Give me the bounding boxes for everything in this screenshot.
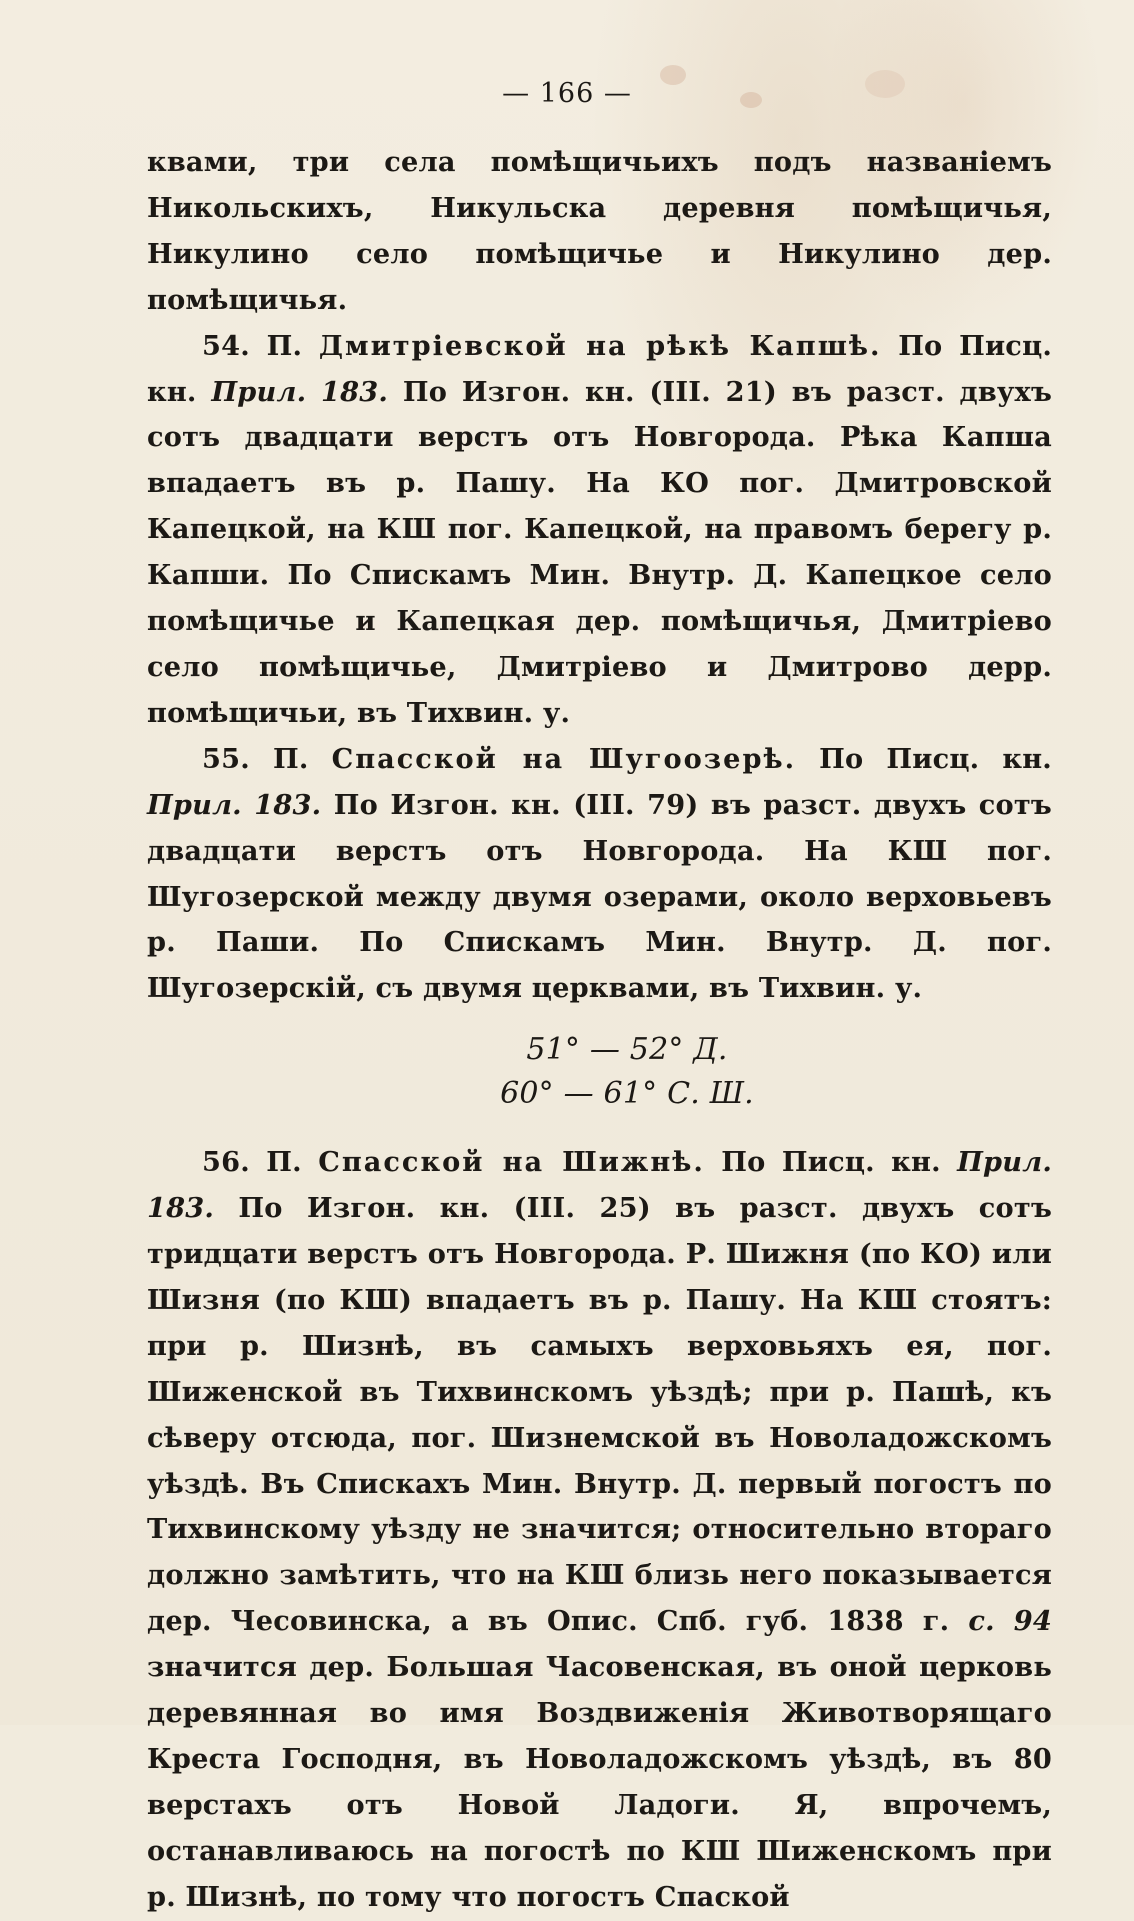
entry-56-ref-appendix: Прил. 183. (147, 1146, 1053, 1225)
entry-56 (147, 1140, 1052, 1920)
entry-55-ref: По Писц. кн. (819, 742, 1052, 775)
entry-55 (147, 737, 1052, 1012)
entry-56-number: 56. П. (202, 1146, 302, 1179)
entry-56-page-ref: с. 94 (968, 1605, 1052, 1638)
intro-line-1: квами, три села помѣщичьихъ подъ названіемъ Никольскихъ, (147, 146, 1052, 224)
latitude-range: 60° — 61° С. Ш. (500, 1076, 754, 1112)
entry-55-body: По Изгон. кн. (III. 79) въ разст. двухъ сотъ двадцати верстъ отъ Новгорода. На КШ пог. Шугозерской между двумя озерами, около верховьевъ р. Паши. По Спискамъ Мин. Внутр. Д. пог. Шугозерскій, съ двумя церквами, въ Тихвин. у. (147, 788, 1052, 1005)
entry-55-number: 55. П. (202, 742, 309, 775)
entry-54-ref-appendix: Прил. 183. (211, 375, 389, 408)
entry-54-ref: По Писц. кн. (147, 329, 1053, 408)
page-number: — 166 — (502, 78, 632, 109)
intro-paragraph (147, 140, 1052, 324)
longitude-range: 51° — 52° Д. (526, 1032, 728, 1068)
entry-54-number: 54. П. (202, 329, 303, 362)
entry-56-ref: По Писц. кн. (721, 1146, 941, 1179)
page-text (147, 140, 1052, 1921)
entry-54-body: По Изгон. кн. (III. 21) въ разст. двухъ сотъ двадцати верстъ отъ Новгорода. Рѣка Капша впадаетъ въ р. Пашу. На КО пог. Дмитровской Капецкой, на КШ пог. Капецкой, на правомъ берегу р. Капши. По Спискамъ Мин. Внутр. Д. Капецкое село помѣщичье и Капецкая дер. помѣщичья, Дмитріево село помѣщичье, Дмитріево и Дмитрово дерр. помѣщичьи, въ Тихвин. у. (147, 375, 1053, 729)
entry-56-body-part-2: значится дер. Большая Часовенская, въ оной церковь деревянная во имя Воздвиженія Животворящаго Креста Господня, въ Новоладожскомъ уѣздѣ, въ 80 верстахъ отъ Новой Ладоги. Я, впрочемъ, останавливаюсь на погостѣ по КШ Шиженскомъ при р. Шизнѣ, по тому что погостъ Спаской (147, 1651, 1052, 1913)
entry-56-title: Спасской на Шижнѣ. (318, 1146, 705, 1179)
coordinates-block (147, 1028, 1052, 1116)
entry-55-title: Спасской на Шугоозерѣ. (331, 742, 797, 775)
intro-line-2: Никульска деревня помѣщичья, Никулино село помѣщичье и Никулино дер. помѣщичья. (147, 191, 1052, 316)
entry-56-body-part-1: По Изгон. кн. (III. 25) въ разст. двухъ сотъ тридцати верстъ отъ Новгорода. Р. Шижня (по КО) или Шизня (по КШ) впадаетъ въ р. Пашу. На КШ стоятъ: при р. Шизнѣ, въ самыхъ верховьяхъ ея, пог. Шиженской въ Тихвинскомъ уѣздѣ; при р. Пашѣ, къ сѣверу отсюда, пог. Шизнемской въ Новоладожскомъ уѣздѣ. Въ Спискахъ Мин. Внутр. Д. первый погостъ по Тихвинскому уѣзду не значится; относительно втораго должно замѣтить, что на КШ близь него показывается дер. Чесовинска, а въ Опис. Спб. губ. 1838 г. (147, 1192, 1052, 1638)
entry-55-ref-appendix: Прил. 183. (147, 788, 322, 821)
entry-54-title: Дмитрiевской на рѣкѣ Капшѣ. (318, 329, 882, 362)
entry-54 (147, 324, 1052, 737)
